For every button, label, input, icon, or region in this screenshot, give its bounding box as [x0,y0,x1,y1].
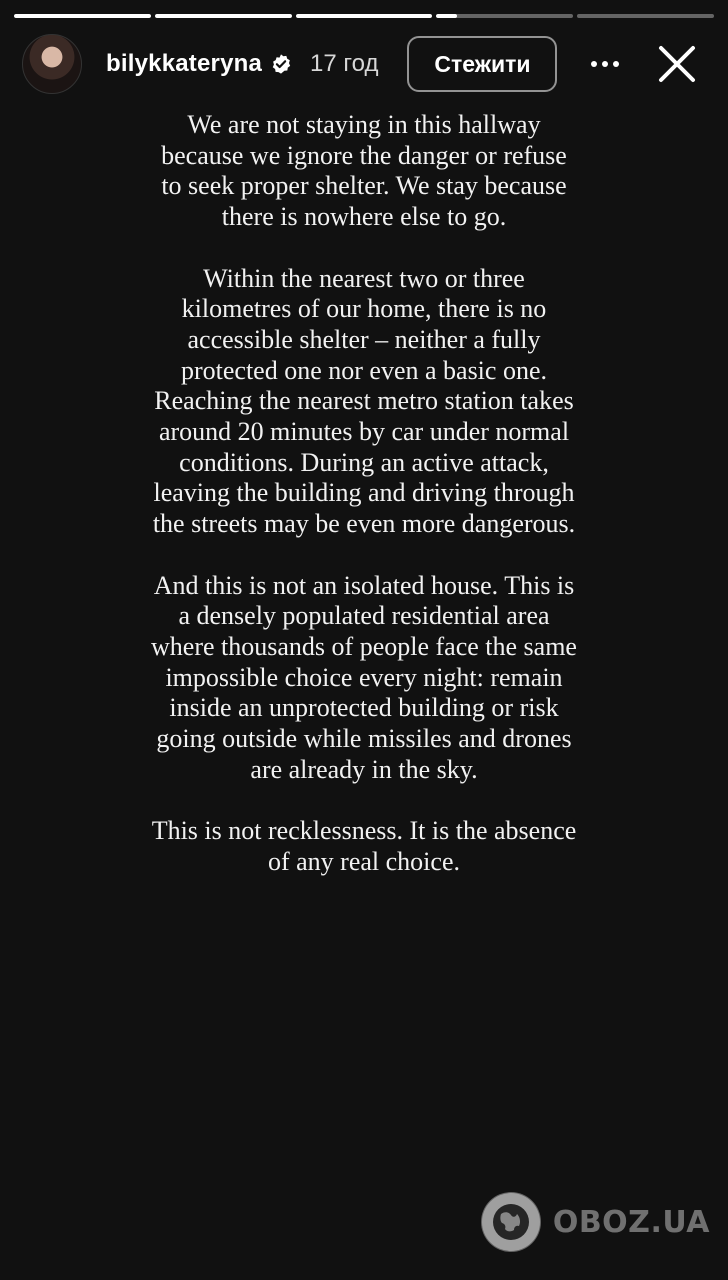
verified-badge-icon [270,53,292,75]
progress-fill [296,14,433,18]
story-text-block [150,110,578,908]
watermark [481,1192,710,1252]
progress-segment [296,14,433,18]
close-icon[interactable] [657,44,697,84]
globe-icon [481,1192,541,1252]
watermark-text: OBOZ.UA [552,1204,710,1240]
progress-fill [155,14,292,18]
progress-segment [577,14,714,18]
progress-segment [155,14,292,18]
story-paragraph: Within the nearest two or three kilometres of our home, there is no accessible shelter – neither a fully protected one nor even a basic one. Reaching the nearest metro station takes around 20 minutes by car under normal conditions. During an active attack, leaving the building and driving through the streets may be even more dangerous. [152,263,576,539]
story-paragraph: And this is not an isolated house. This is a densely populated residential area where thousands of people face the same impossible choice every night: remain inside an unprotected building or risk going outside while missiles and drones are already in the sky. [151,570,577,784]
story-header [22,33,712,95]
story-paragraph: We are not staying in this hallway because we ignore the danger or refuse to seek proper shelter. We stay because there is nowhere else to go. [161,110,567,232]
progress-fill [436,14,457,18]
progress-segment [436,14,573,18]
more-options-icon[interactable] [591,36,619,92]
follow-button[interactable]: Стежити [407,36,557,92]
username[interactable]: bilykkateryna [106,50,263,77]
progress-fill [14,14,151,18]
avatar[interactable] [22,34,82,94]
story-paragraph: This is not recklessness. It is the absence of any real choice. [151,816,577,876]
story-progress-bar [14,14,714,18]
progress-segment [14,14,151,18]
post-time: 17 год [310,50,379,77]
